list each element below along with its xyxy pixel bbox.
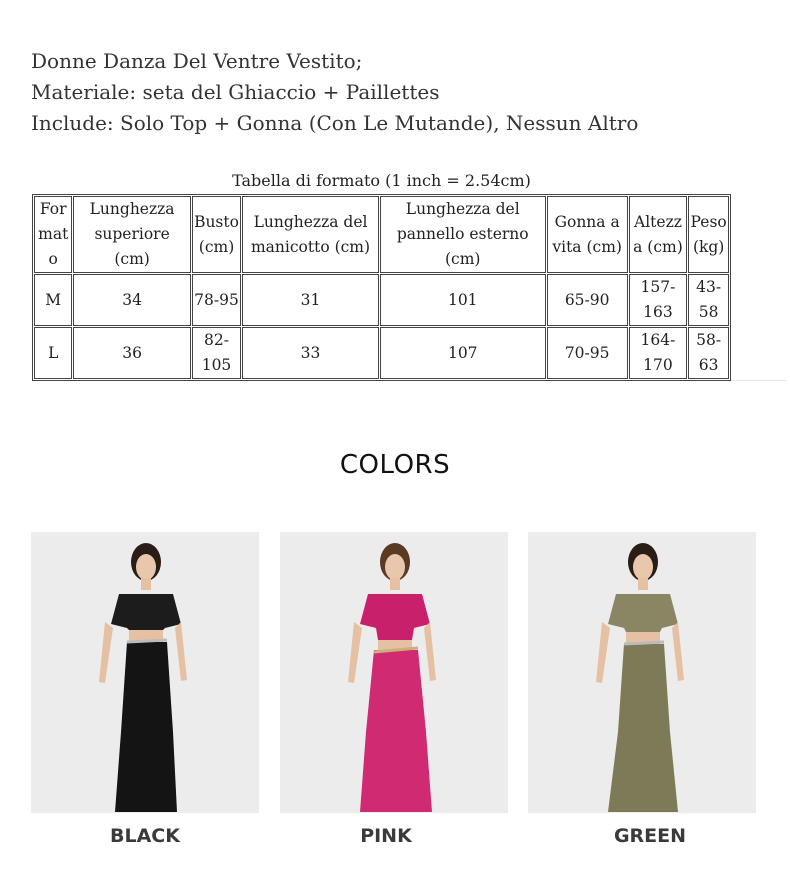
size-table-caption: Tabella di formato (1 inch = 2.54cm) [232, 171, 531, 190]
header-cell: Peso (kg) [688, 196, 729, 273]
table-cell: 82- 105 [192, 327, 241, 379]
table-cell: M [34, 274, 72, 326]
table-cell: 164- 170 [629, 327, 688, 379]
dress-figure [99, 543, 187, 812]
color-label-black: BLACK [110, 825, 180, 847]
size-table-header [34, 196, 729, 273]
product-photo-black [31, 532, 259, 813]
table-cell: 33 [242, 327, 379, 379]
header-cell: Lunghezza del manicotto (cm) [242, 196, 379, 273]
header-cell: For mat o [34, 196, 72, 273]
product-photo-pink [280, 532, 508, 813]
model-figure [280, 532, 508, 813]
color-label-pink: PINK [360, 825, 412, 847]
header-cell: Gonna a vita (cm) [547, 196, 628, 273]
table-cell: 78-95 [192, 274, 241, 326]
table-row [34, 274, 729, 326]
table-cell: 31 [242, 274, 379, 326]
divider [731, 380, 786, 381]
dress-figure [348, 543, 436, 812]
table-cell: 58- 63 [688, 327, 729, 379]
table-cell: 70-95 [547, 327, 628, 379]
model-figure [528, 532, 756, 813]
table-cell: 36 [73, 327, 190, 379]
product-description [31, 46, 638, 139]
table-cell: 43- 58 [688, 274, 729, 326]
colors-heading: COLORS [339, 450, 451, 480]
table-cell: 101 [380, 274, 546, 326]
table-cell: 157- 163 [629, 274, 688, 326]
table-cell: L [34, 327, 72, 379]
header-cell: Altezz a (cm) [629, 196, 688, 273]
description-line-1: Donne Danza Del Ventre Vestito; [31, 49, 363, 73]
header-cell: Busto (cm) [192, 196, 241, 273]
header-cell: Lunghezza del pannello esterno (cm) [380, 196, 546, 273]
size-table [32, 194, 731, 381]
color-label-green: GREEN [613, 825, 687, 847]
product-photo-green [528, 532, 756, 813]
table-cell: 34 [73, 274, 190, 326]
description-line-3: Include: Solo Top + Gonna (Con Le Mutande), Nessun Altro [31, 111, 639, 135]
table-cell: 107 [380, 327, 546, 379]
table-cell: 65-90 [547, 274, 628, 326]
model-figure [31, 532, 259, 813]
description-line-2: Materiale: seta del Ghiaccio + Paillettes [31, 80, 440, 104]
table-row [34, 327, 729, 379]
dress-figure [596, 543, 684, 812]
header-cell: Lunghezza superiore (cm) [73, 196, 190, 273]
